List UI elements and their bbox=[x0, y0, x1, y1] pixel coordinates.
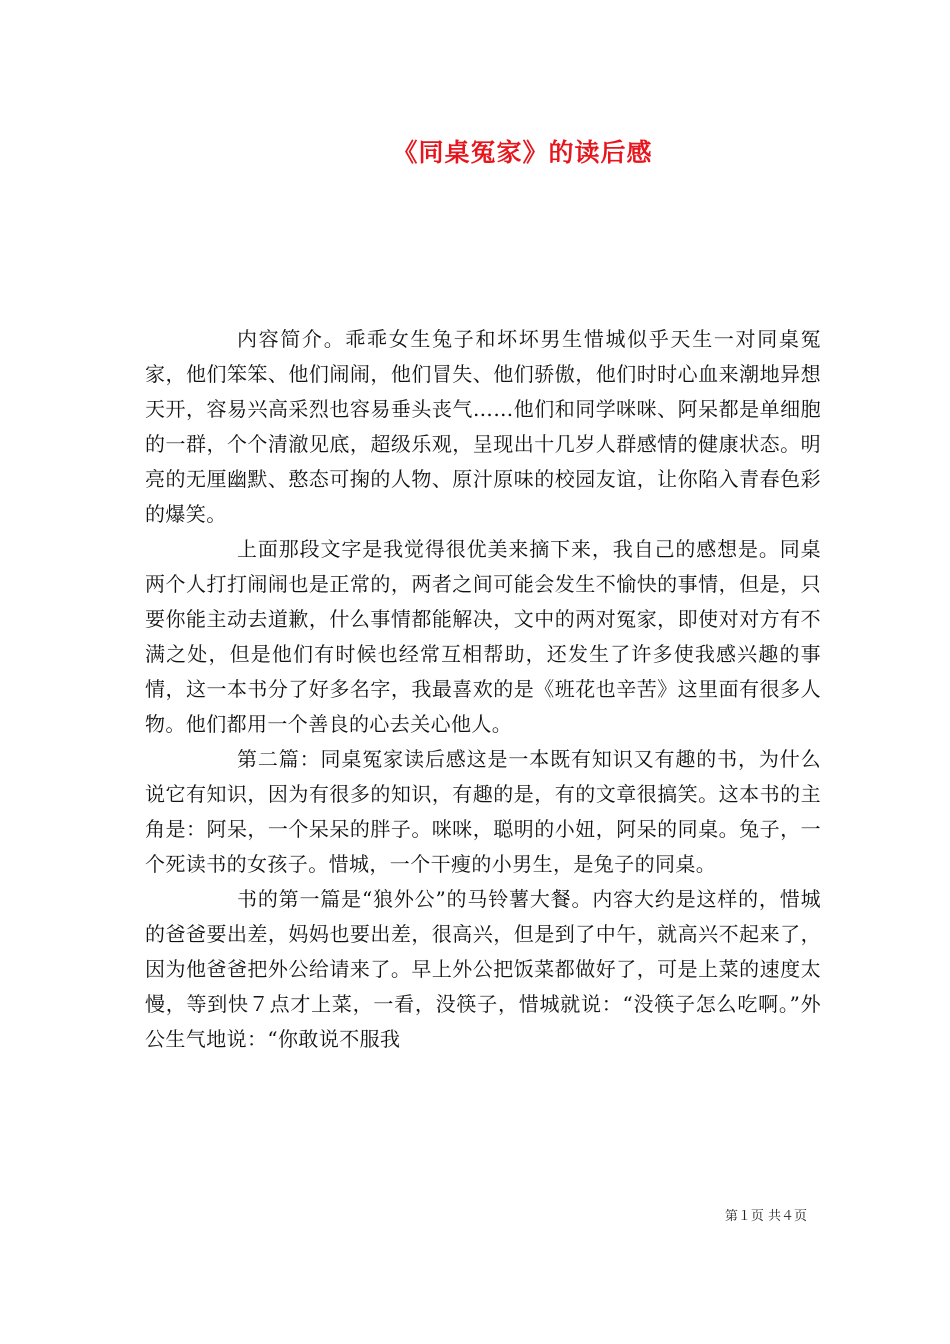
document-title: 《同桌冤家》的读后感 bbox=[392, 138, 653, 167]
document-body bbox=[145, 322, 821, 1057]
paragraph: 书的第一篇是“狼外公”的马铃薯大餐。内容大约是这样的，惜城的爸爸要出差，妈妈也要出差，很高兴，但是到了中午，就高兴不起来了，因为他爸爸把外公给请来了。早上外公把饭菜都做好了，可是上菜的速度太慢，等到快７点才上菜，一看，没筷子，惜城就说：“没筷子怎么吃啊。”外公生气地说：“你敢说不服我 bbox=[145, 887, 821, 1051]
paragraph: 第二篇：同桌冤家读后感这是一本既有知识又有趣的书，为什么说它有知识，因为有很多的知识，有趣的是，有的文章很搞笑。这本书的主角是：阿呆，一个呆呆的胖子。咪咪，聪明的小妞，阿呆的同桌。兔子，一个死读书的女孩子。惜城，一个干瘦的小男生，是兔子的同桌。 bbox=[145, 747, 821, 876]
page-number-footer: 第１页 共４页 bbox=[724, 1209, 807, 1224]
paragraph: 上面那段文字是我觉得很优美来摘下来，我自己的感想是。同桌两个人打打闹闹也是正常的，两者之间可能会发生不愉快的事情，但是，只要你能主动去道歉，什么事情都能解决，文中的两对冤家，即使对对方有不满之处，但是他们有时候也经常互相帮助，还发生了许多使我感兴趣的事情，这一本书分了好多名字，我最喜欢的是《班花也辛苦》这里面有很多人物。他们都用一个善良的心去关心他人。 bbox=[145, 537, 821, 736]
paragraph: 内容简介。乖乖女生兔子和坏坏男生惜城似乎天生一对同桌冤家，他们笨笨、他们闹闹，他们冒失、他们骄傲，他们时时心血来潮地异想天开，容易兴高采烈也容易垂头丧气……他们和同学咪咪、阿呆都是单细胞的一群，个个清澈见底，超级乐观，呈现出十几岁人群感情的健康状态。明亮的无厘幽默、憨态可掬的人物、原汁原味的校园友谊，让你陷入青春色彩的爆笑。 bbox=[145, 327, 821, 526]
